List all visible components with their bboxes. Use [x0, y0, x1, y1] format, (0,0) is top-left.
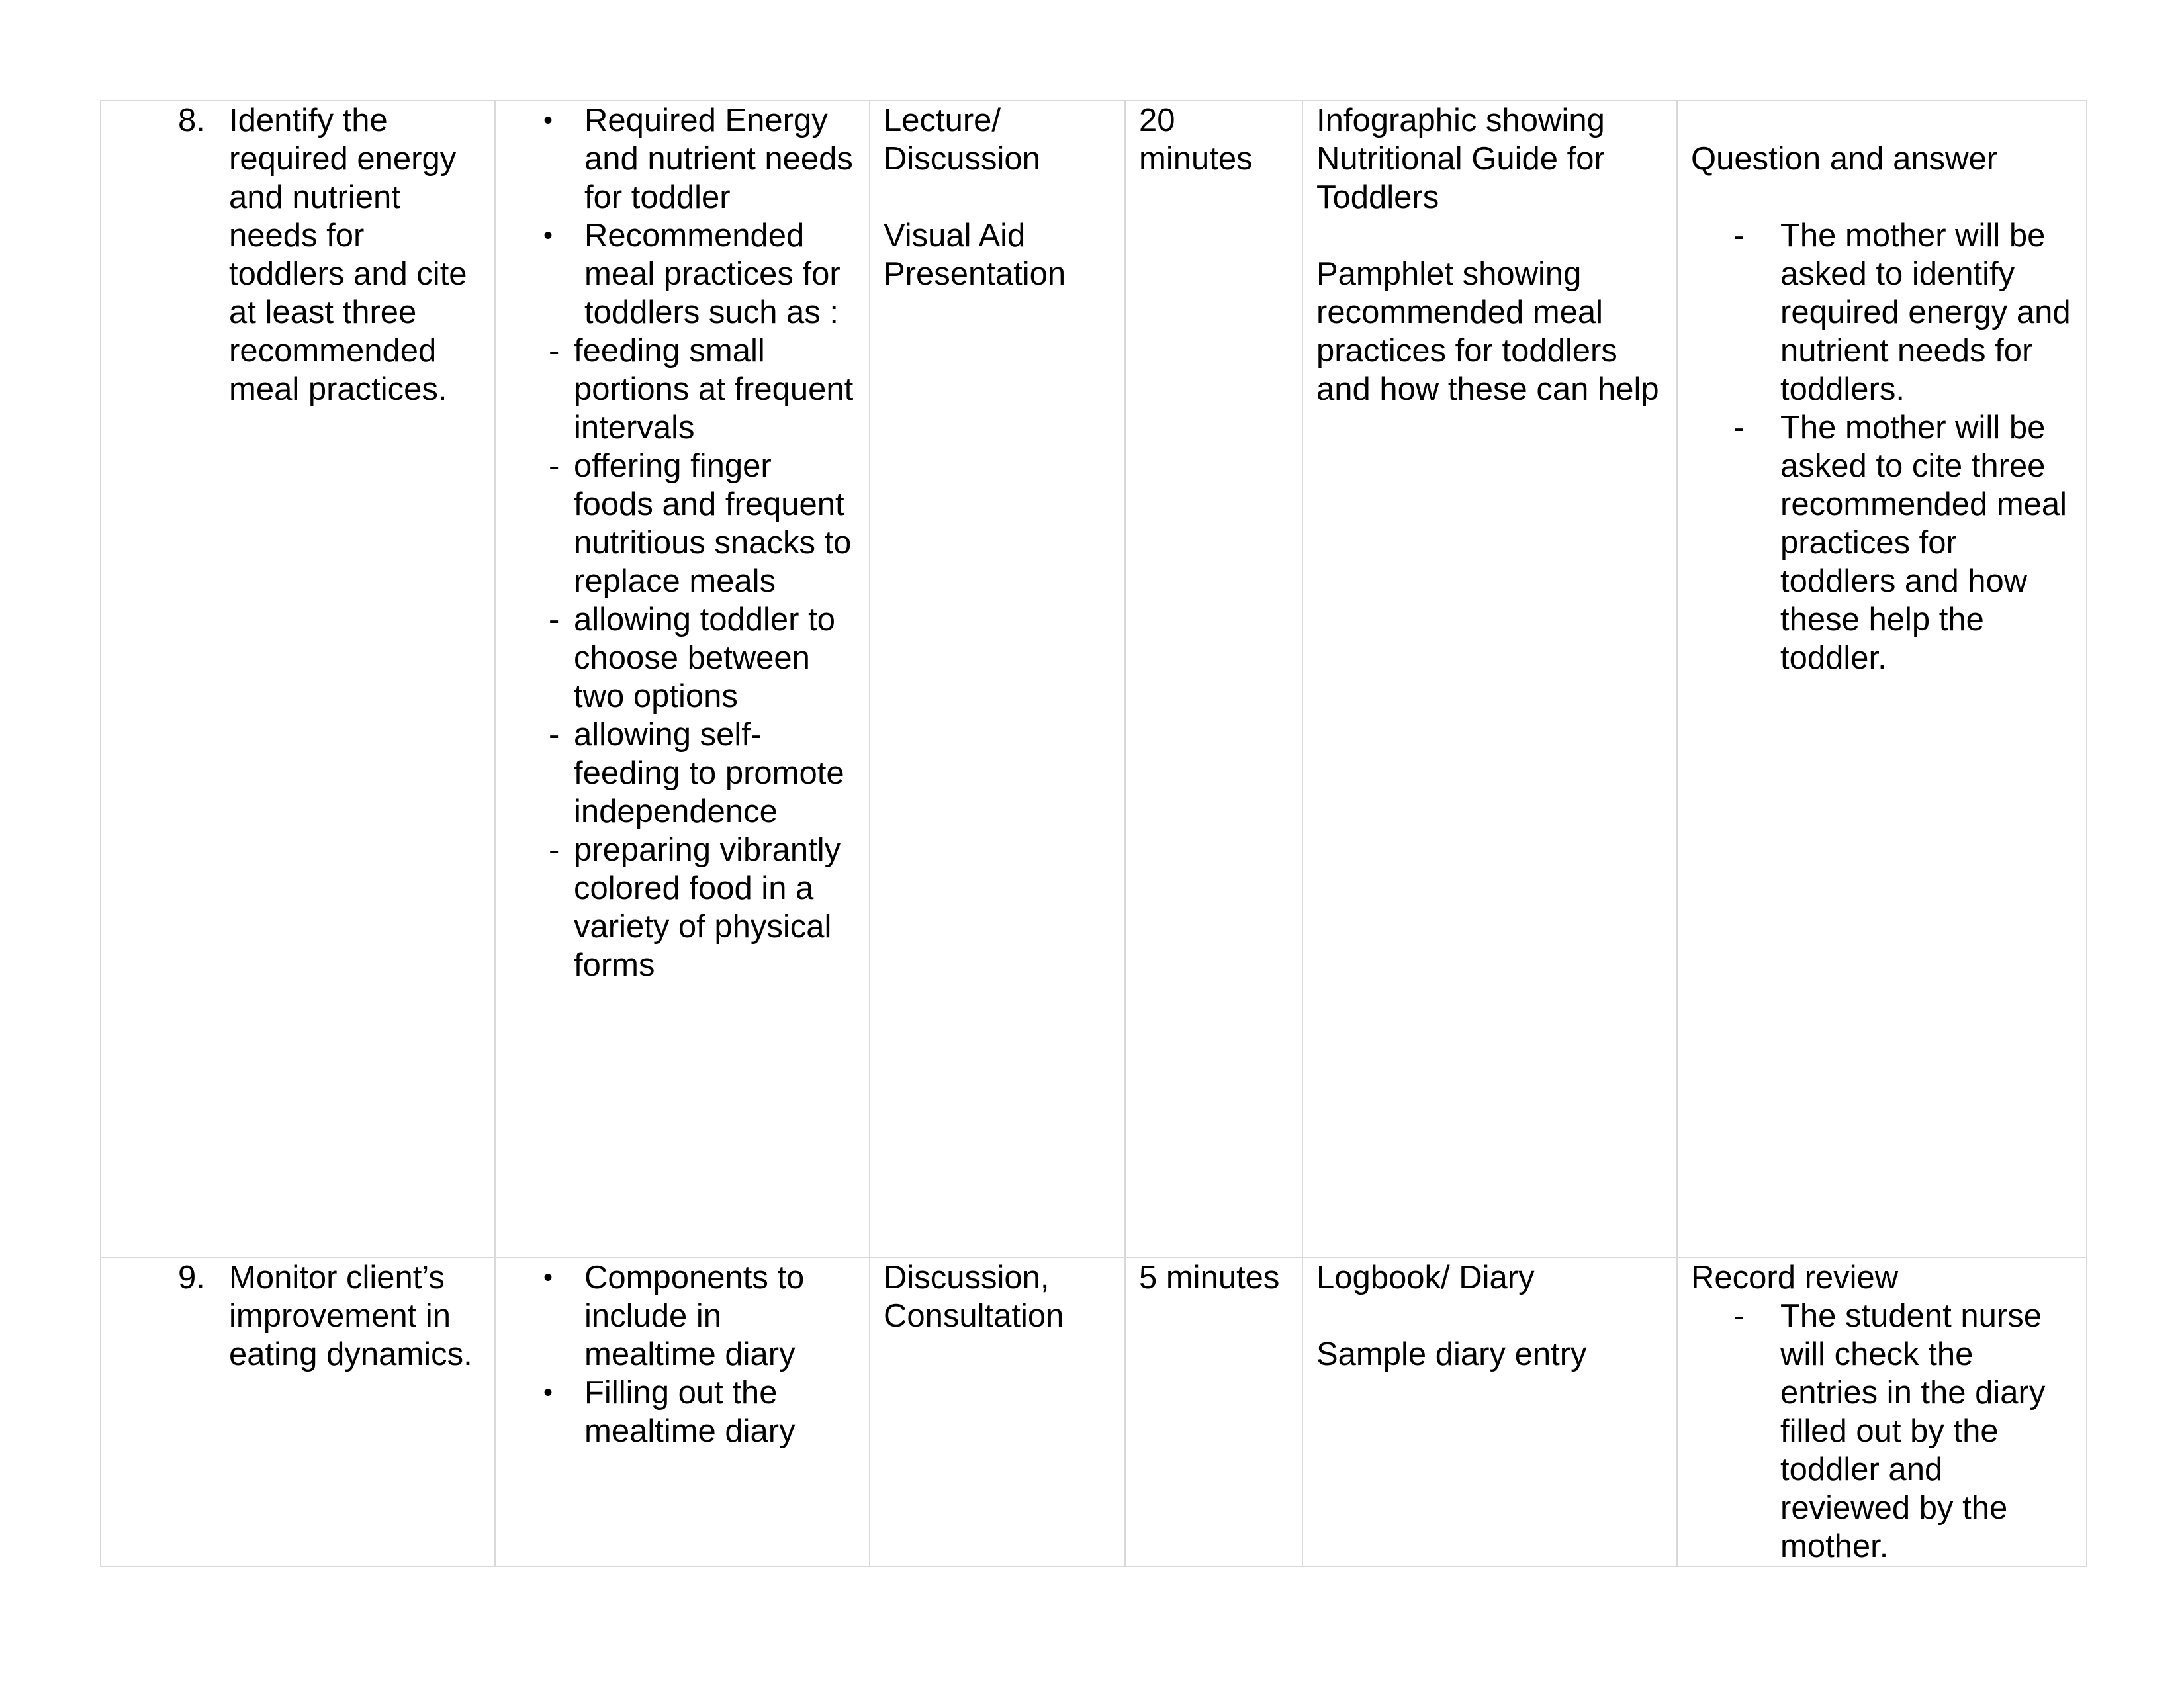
evaluation-list — [1691, 1297, 2073, 1566]
bullet-icon: • — [543, 106, 553, 135]
time-text: 5 minutes — [1139, 1260, 1280, 1295]
evaluation-title: Question and answer — [1691, 141, 1998, 177]
evaluation-cell — [1677, 1258, 2087, 1566]
material-text: Infographic showing Nutritional Guide for Toddlers — [1316, 103, 1605, 215]
method-text: Visual Aid Presentation — [884, 218, 1066, 292]
objective-text: Monitor client’s improvement in eating dynamics. — [229, 1260, 473, 1372]
dash-icon: - — [1733, 410, 1745, 445]
materials-cell — [1302, 101, 1677, 1258]
list-item: - The mother will be asked to cite three recommended meal practices for toddlers and how these help the toddler. — [1691, 408, 2073, 677]
time-cell — [1125, 1258, 1302, 1566]
bullet-icon: • — [543, 1378, 553, 1407]
material-text: Pamphlet showing recommended meal practices for toddlers and how these can help — [1316, 256, 1659, 407]
content-bullet-list — [509, 101, 856, 332]
material-text: Logbook/ Diary — [1316, 1260, 1535, 1295]
dash-icon: - — [549, 448, 560, 484]
method-cell — [870, 1258, 1125, 1566]
evaluation-list — [1691, 216, 2073, 677]
dash-icon: - — [549, 602, 560, 637]
method-text: Lecture/ Discussion — [884, 103, 1040, 177]
dash-icon: - — [549, 832, 560, 868]
list-item: - feeding small portions at frequent intervals — [509, 332, 856, 447]
dash-icon: - — [1733, 218, 1745, 254]
list-item: • Required Energy and nutrient needs for toddler — [509, 101, 856, 216]
method-text: Discussion, Consultation — [884, 1260, 1064, 1334]
objective-text: Identify the required energy and nutrient needs for toddlers and cite at least three recommended meal practices. — [229, 103, 467, 407]
list-item: - The student nurse will check the entries in the diary filled out by the toddler and reviewed by the mother. — [1691, 1297, 2073, 1566]
list-item: - The mother will be asked to identify required energy and nutrient needs for toddlers. — [1691, 216, 2073, 408]
list-item: - allowing self-feeding to promote independence — [509, 716, 856, 831]
content-cell — [495, 101, 870, 1258]
list-item: • Recommended meal practices for toddlers such as : — [509, 216, 856, 332]
table-row — [101, 1258, 2087, 1566]
bullet-icon: • — [543, 221, 553, 250]
content-dash-list — [509, 332, 856, 984]
list-item: - offering finger foods and frequent nutritious snacks to replace meals — [509, 447, 856, 600]
row-number: 9. — [178, 1260, 205, 1295]
materials-cell — [1302, 1258, 1677, 1566]
evaluation-cell — [1677, 101, 2087, 1258]
material-text: Sample diary entry — [1316, 1336, 1587, 1372]
objective-cell — [101, 101, 495, 1258]
method-cell — [870, 101, 1125, 1258]
table-row — [101, 101, 2087, 1258]
teaching-plan-table — [100, 100, 2087, 1567]
content-cell — [495, 1258, 870, 1566]
content-bullet-list — [509, 1258, 856, 1450]
time-text: 20 minutes — [1139, 103, 1253, 177]
evaluation-title: Record review — [1691, 1260, 1899, 1295]
row-number: 8. — [178, 103, 205, 138]
dash-icon: - — [1733, 1298, 1745, 1334]
list-item: - allowing toddler to choose between two options — [509, 600, 856, 716]
dash-icon: - — [549, 717, 560, 753]
bullet-icon: • — [543, 1263, 553, 1292]
objective-cell — [101, 1258, 495, 1566]
list-item: • Filling out the mealtime diary — [509, 1374, 856, 1450]
list-item: - preparing vibrantly colored food in a variety of physical forms — [509, 831, 856, 984]
time-cell — [1125, 101, 1302, 1258]
list-item: • Components to include in mealtime diary — [509, 1258, 856, 1374]
dash-icon: - — [549, 333, 560, 369]
